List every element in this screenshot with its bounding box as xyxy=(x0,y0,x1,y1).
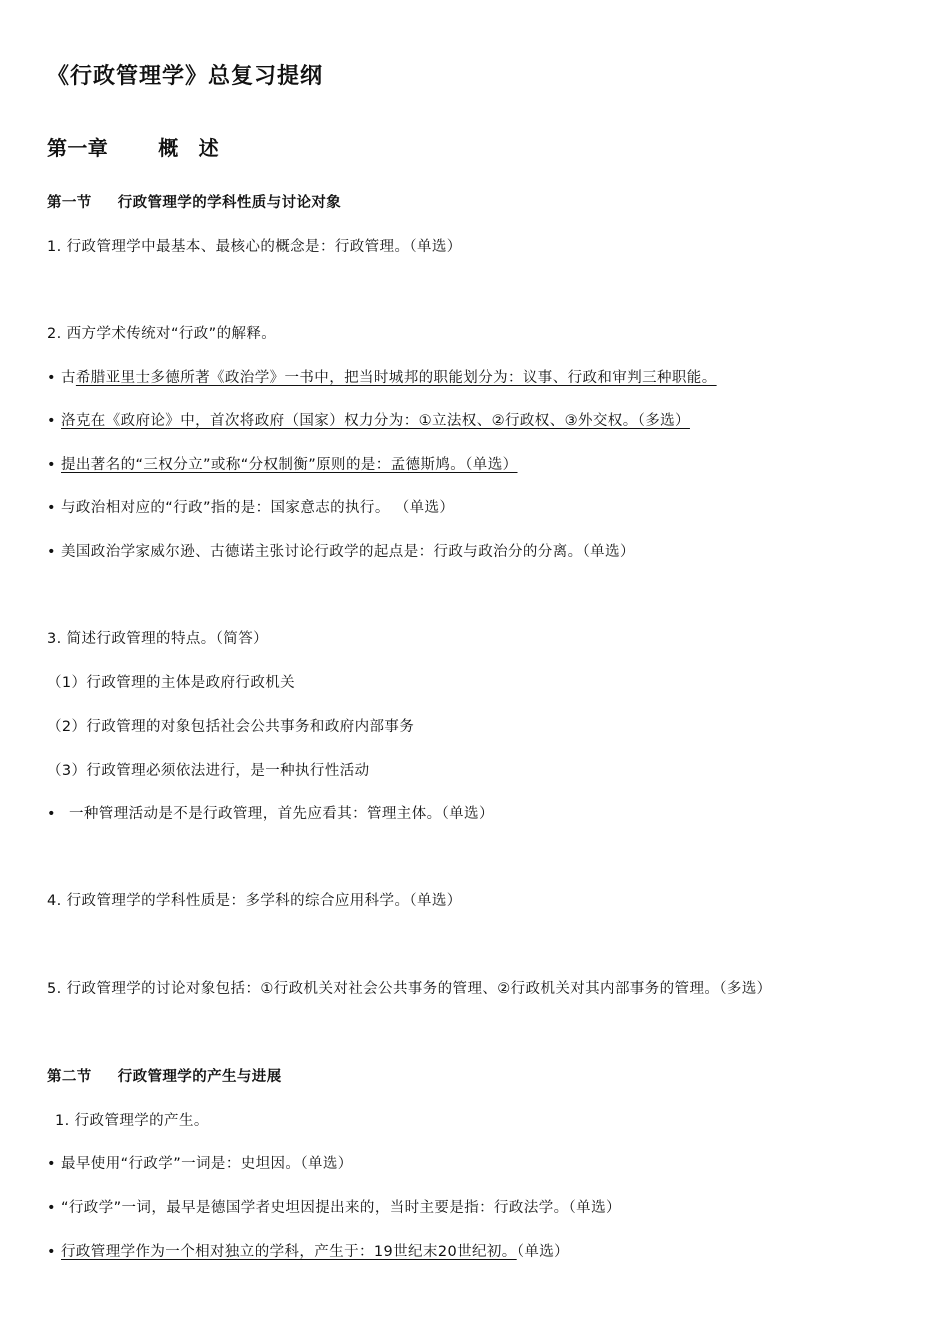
bullet-text-underlined: 行政管理学作为一个相对独立的学科，产生于：19世纪末20世纪初。 xyxy=(61,1244,517,1260)
section-heading-1 xyxy=(47,193,341,213)
bullet-text: 一种管理活动是不是行政管理，首先应看其：管理主体。（单选） xyxy=(69,806,494,822)
bullet-item xyxy=(47,542,635,562)
bullet-text-pre: 古 xyxy=(61,370,76,386)
bullet-icon: • xyxy=(47,1156,56,1172)
bullet-item xyxy=(47,1198,621,1218)
bullet-icon: • xyxy=(47,1244,56,1260)
bullet-icon: • xyxy=(47,457,56,473)
question-1: 1. 行政管理学中最基本、最核心的概念是：行政管理。（单选） xyxy=(47,239,462,255)
chapter-name-1: 概 xyxy=(158,136,179,160)
section-label: 第一节 xyxy=(47,195,92,211)
bullet-icon: • xyxy=(47,806,56,822)
bullet-text: 最早使用“行政学”一词是：史坦因。（单选） xyxy=(61,1156,353,1172)
chapter-heading xyxy=(47,134,219,162)
question-3: 3. 简述行政管理的特点。（简答） xyxy=(47,631,268,647)
bullet-text-underlined: 洛克在《政府论》中，首次将政府（国家）权力分为：①立法权、②行政权、③外交权。（多选） xyxy=(61,413,690,429)
bullet-item xyxy=(47,368,717,388)
bullet-item xyxy=(47,498,454,518)
section-heading-2 xyxy=(47,1067,282,1087)
question-5: 5. 行政管理学的讨论对象包括：①行政机关对社会公共事务的管理、②行政机关对其内部事务的管理。（多选） xyxy=(47,981,772,997)
list-item: （2）行政管理的对象包括社会公共事务和政府内部事务 xyxy=(47,719,415,735)
bullet-text: 美国政治学家威尔逊、古德诺主张讨论行政学的起点是：行政与政治分的分离。（单选） xyxy=(61,544,635,560)
bullet-text-post: （单选） xyxy=(516,1244,570,1260)
chapter-label: 第一章 xyxy=(47,136,109,160)
bullet-text: “行政学”一词，最早是德国学者史坦因提出来的，当时主要是指：行政法学。（单选） xyxy=(61,1200,621,1216)
list-item: （1）行政管理的主体是政府行政机关 xyxy=(47,675,296,691)
bullet-text: 与政治相对应的“行政”指的是：国家意志的执行。 （单选） xyxy=(61,500,455,516)
section-name: 行政管理学的产生与进展 xyxy=(117,1069,282,1085)
question-1: 1. 行政管理学的产生。 xyxy=(55,1113,209,1129)
bullet-item xyxy=(47,455,518,475)
question-2: 2. 西方学术传统对“行政”的解释。 xyxy=(47,326,277,342)
bullet-text-underlined: 希腊亚里士多德所著《政治学》一书中，把当时城邦的职能划分为：议事、行政和审判三种职能。 xyxy=(75,370,717,386)
question-4: 4. 行政管理学的学科性质是：多学科的综合应用科学。（单选） xyxy=(47,893,462,909)
bullet-text-underlined: 提出著名的“三权分立”或称“分权制衡”原则的是：孟德斯鸠。（单选） xyxy=(61,457,518,473)
list-item: （3）行政管理必须依法进行，是一种执行性活动 xyxy=(47,763,370,779)
chapter-name-2: 述 xyxy=(198,136,220,160)
bullet-icon: • xyxy=(47,413,56,429)
bullet-icon: • xyxy=(47,544,56,560)
bullet-item xyxy=(47,411,690,431)
section-label: 第二节 xyxy=(47,1069,92,1085)
document-title: 《行政管理学》总复习提纲 xyxy=(47,64,324,89)
bullet-icon: • xyxy=(47,1200,56,1216)
section-name: 行政管理学的学科性质与讨论对象 xyxy=(117,195,342,211)
bullet-item xyxy=(47,1242,569,1262)
bullet-item xyxy=(47,1154,353,1174)
bullet-item xyxy=(47,804,494,824)
bullet-icon: • xyxy=(47,500,56,516)
bullet-icon: • xyxy=(47,370,56,386)
